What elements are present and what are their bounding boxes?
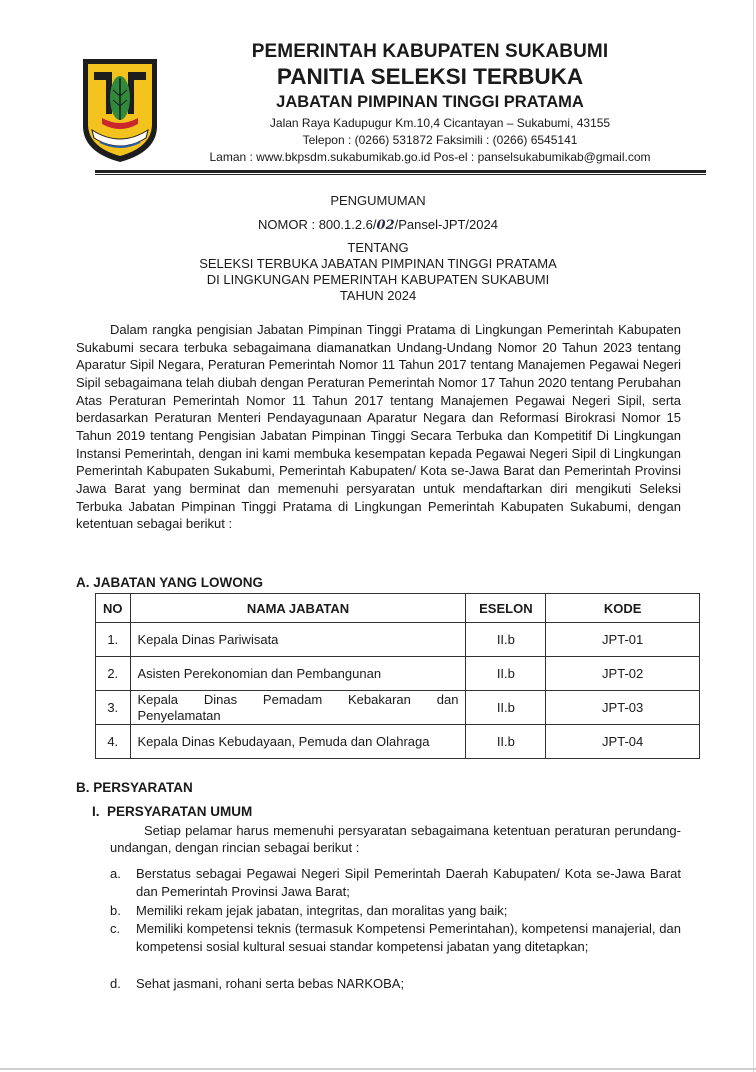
- about-label: TENTANG: [347, 240, 409, 255]
- announcement-title: PENGUMUMAN: [330, 193, 426, 208]
- row-echelon: II.b: [466, 657, 546, 691]
- row-position: Kepala Dinas Pariwisata: [130, 623, 466, 657]
- row-code: JPT-01: [546, 623, 700, 657]
- number-suffix: /Pansel-JPT/2024: [394, 217, 498, 232]
- body-paragraph: Dalam rangka pengisian Jabatan Pimpinan Tinggi Pratama di Lingkungan Pemerintah Kabupaten Sukabumi secara terbuka sebagaimana diamanatkan Undang-Undang Nomor 20 Tahun 2023 tentang Aparatur Sipil Negara, Peraturan Pemerintah Nomor 11 Tahun 2017 tentang Manajemen Pegawai Negeri Sipil sebagaimana telah diubah dengan Peraturan Pemerintah Nomor 17 Tahun 2020 tentang Perubahan Atas Peraturan Pemerintah Nomor 11 Tahun 2017 tentang Manajemen Pegawai Negeri Sipil, serta berdasarkan Peraturan Menteri Pendayagunaan Aparatur Negara dan Reformasi Birokrasi Nomor 15 Tahun 2019 tentang Pengisian Jabatan Pimpinan Tinggi Secara Terbuka dan Kompetitif Di Lingkungan Instansi Pemerintah, dengan ini kami membuka kesempatan kepada Pegawai Negeri Sipil di Lingkungan Pemerintah Kabupaten Sukabumi, Pemerintah Kabupaten/ Kota se-Jawa Barat dan Pemerintah Provinsi Jawa Barat yang berminat dan memenuhi persyaratan untuk mendaftarkan diri mengikuti Seleksi Terbuka Jabatan Pimpinan Tinggi Pratama di Lingkungan Pemerintah Kabupaten Sukabumi, dengan ketentuan sebagai berikut :: [76, 322, 681, 532]
- table-row: [96, 623, 700, 657]
- row-position-line1: Kepala Dinas Pemadam Kebakaran dan: [137, 691, 459, 707]
- position-name: JABATAN PIMPINAN TINGGI PRATAMA: [276, 93, 584, 111]
- list-item: [110, 902, 681, 920]
- list-item-text: Berstatus sebagai Pegawai Negeri Sipil Pemerintah Daerah Kabupaten/ Kota se-Jawa Barat dan Pemerintah Provinsi Jawa Barat;: [136, 866, 681, 899]
- government-name: PEMERINTAH KABUPATEN SUKABUMI: [251, 41, 609, 62]
- row-position: Kepala Dinas Kebudayaan, Pemuda dan Olahraga: [130, 725, 466, 759]
- list-item: [110, 865, 681, 900]
- row-no: 1.: [96, 623, 131, 657]
- scan-edge-bottom: [0, 1068, 756, 1070]
- list-item: [110, 920, 681, 955]
- sukabumi-emblem-icon: [80, 56, 160, 164]
- row-no: 4.: [96, 725, 131, 759]
- requirements-intro: Setiap pelamar harus memenuhi persyaratan sebagaimana ketentuan peraturan perundang-undangan, dengan rincian sebagai berikut :: [110, 823, 681, 855]
- phone-line: Telepon : (0266) 531872 Faksimili : (0266) 6545141: [302, 133, 578, 147]
- number-prefix: NOMOR : 800.1.2.6/: [258, 217, 377, 232]
- table-row: [96, 725, 700, 759]
- row-no: 3.: [96, 691, 131, 725]
- letterhead-divider-thin: [95, 174, 706, 175]
- row-no: 2.: [96, 657, 131, 691]
- number-handwritten: 02: [376, 218, 395, 233]
- list-item-marker: c.: [110, 921, 121, 936]
- row-code: JPT-03: [546, 691, 700, 725]
- list-item: [110, 975, 681, 993]
- list-item-marker: d.: [110, 976, 121, 991]
- row-echelon: II.b: [466, 691, 546, 725]
- announcement-number: [40, 217, 716, 233]
- list-item-marker: b.: [110, 903, 121, 918]
- section-b-heading: B. PERSYARATAN: [76, 780, 193, 795]
- row-code: JPT-02: [546, 657, 700, 691]
- list-item-text: Memiliki rekam jejak jabatan, integritas, dan moralitas yang baik;: [136, 903, 508, 918]
- general-requirements-heading: I. PERSYARATAN UMUM: [92, 804, 253, 819]
- col-header-name: NAMA JABATAN: [130, 594, 466, 623]
- address-line: Jalan Raya Kadupugur Km.10,4 Cicantayan – Sukabumi, 43155: [269, 116, 611, 130]
- col-header-echelon: ESELON: [466, 594, 546, 623]
- vacancy-table: [95, 593, 700, 759]
- table-header-row: [96, 594, 700, 623]
- scan-edge-right: [753, 0, 754, 1072]
- subject-line-3: TAHUN 2024: [339, 288, 417, 303]
- committee-name: PANITIA SELEKSI TERBUKA: [276, 64, 584, 89]
- list-item-text: Memiliki kompetensi teknis (termasuk Kompetensi Pemerintahan), kompetensi manajerial, dan kompetensi sosial kultural sesuai standar kompetensi jabatan yang ditetapkan;: [136, 921, 681, 954]
- row-echelon: II.b: [466, 623, 546, 657]
- list-item-marker: a.: [110, 866, 121, 881]
- col-header-code: KODE: [546, 594, 700, 623]
- list-item-text: Sehat jasmani, rohani serta bebas NARKOBA;: [136, 976, 405, 991]
- table-row: [96, 657, 700, 691]
- subject-line-1: SELEKSI TERBUKA JABATAN PIMPINAN TINGGI PRATAMA: [199, 256, 557, 271]
- letterhead-divider: [95, 170, 706, 173]
- row-code: JPT-04: [546, 725, 700, 759]
- section-a-heading: A. JABATAN YANG LOWONG: [76, 575, 264, 590]
- row-position: Asisten Perekonomian dan Pembangunan: [130, 657, 466, 691]
- col-header-no: NO: [96, 594, 131, 623]
- table-row: [96, 691, 700, 725]
- row-position-line2: Penyelamatan: [137, 707, 221, 723]
- subject-line-2: DI LINGKUNGAN PEMERINTAH KABUPATEN SUKABUMI: [206, 272, 550, 287]
- web-email-line: Laman : www.bkpsdm.sukabumikab.go.id Pos-el : panselsukabumikab@gmail.com: [209, 150, 651, 164]
- row-position: [130, 691, 466, 725]
- row-echelon: II.b: [466, 725, 546, 759]
